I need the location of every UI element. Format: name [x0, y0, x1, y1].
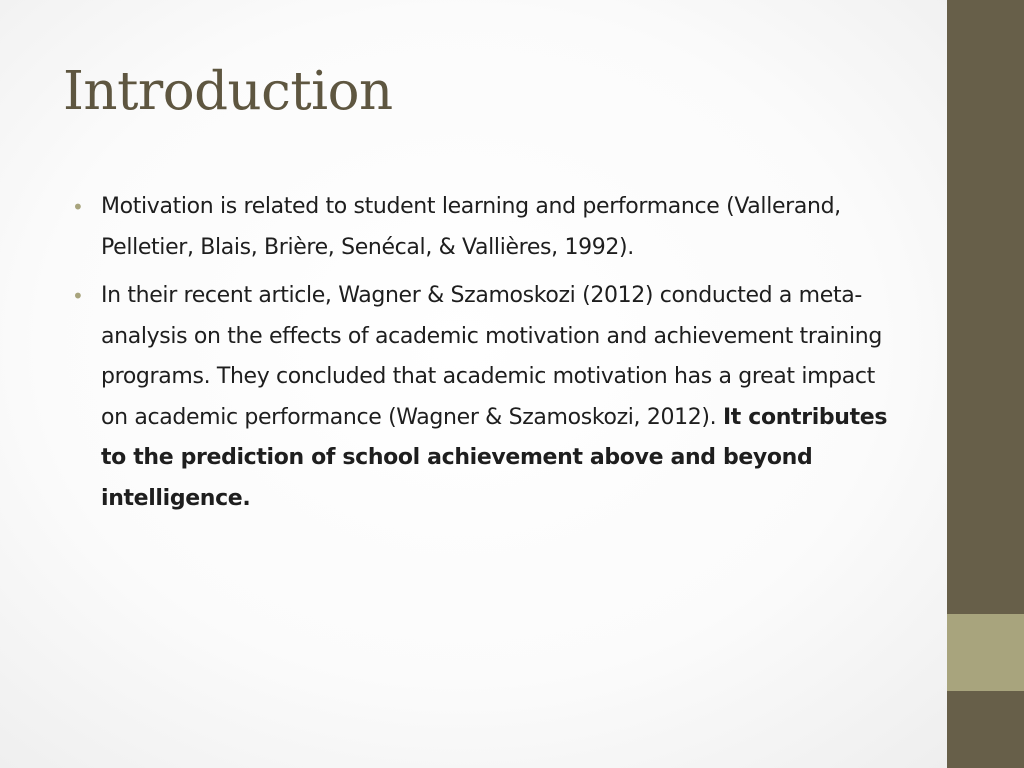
bullet-item — [70, 187, 900, 268]
bullet-text: In their recent article, Wagner & Szamoskozi (2012) conducted a meta-analysis on the effects of academic motivation and achievement training programs. They concluded that academic motivation has a great impact on academic performance (Wagner & Szamoskozi, 2012). — [101, 283, 882, 430]
bullet-bold-text: It contributes to the prediction of school achievement above and beyond intelligence. — [101, 404, 888, 511]
bullet-text: Motivation is related to student learning and performance (Vallerand, Pelletier, Blais, Brière, Senécal, & Vallières, 1992). — [101, 194, 841, 260]
bullet-marker-icon: • — [72, 195, 84, 219]
bullet-item — [70, 276, 900, 519]
slide-title: Introduction — [63, 61, 393, 122]
bullet-marker-icon: • — [72, 284, 84, 308]
slide-content — [70, 187, 900, 527]
bullet-list — [70, 187, 900, 519]
side-accent-block — [947, 614, 1024, 691]
